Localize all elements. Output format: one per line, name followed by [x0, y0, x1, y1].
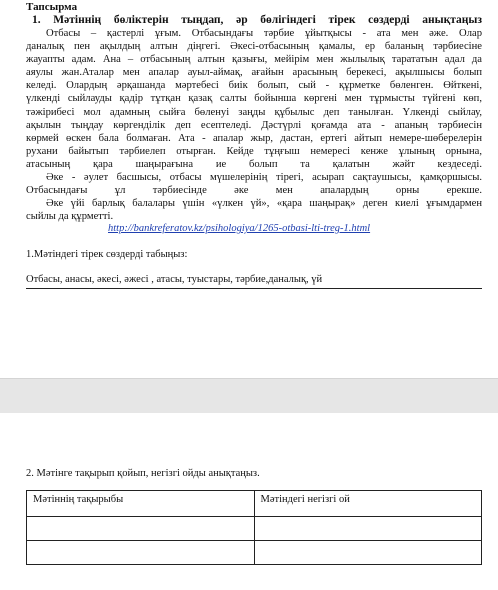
text-line: келеді. Олардың әрқашанда мәртебесі биік болып, сый - құрметке бөленген. Өйткені, — [26, 80, 482, 92]
table-cell[interactable] — [254, 541, 482, 565]
table-header-row — [27, 491, 482, 517]
text-line: үлкенді сыйлауды қадір тұтқан қазақ салты бойынша көргені мен тұрмысты түйгені көп, — [26, 93, 482, 105]
text-line: Әке - әулет басшысы, отбасы мүшелерінің тірегі, асырап сақтаушысы, қамқоршысы. — [46, 172, 482, 184]
text-line: атасының қара шаңырағына ие болып та қалатын жәйт кездеседі. — [26, 158, 482, 170]
text-line: сыйлы да құрметті. — [26, 211, 114, 223]
question-1-answer[interactable]: Отбасы, анасы, әкесі, әжесі , атасы, туыстары, тәрбие,даналық, үй — [26, 273, 482, 289]
page-gap — [0, 378, 498, 414]
table-cell[interactable] — [27, 541, 255, 565]
table-cell[interactable] — [254, 517, 482, 541]
answer-table — [26, 490, 482, 565]
task-title: 1. Мәтіннің бөліктерін тыңдап, әр бөлігіндегі тірек сөздерді анықтаңыз — [32, 14, 482, 26]
text-line: Отбасындағы ұл тәрбиесінде әке мен апалардың орны ерекше. — [26, 185, 482, 197]
reading-text — [26, 27, 482, 223]
task-heading: Тапсырма — [26, 1, 78, 13]
table-header-topic: Мәтіннің тақырыбы — [27, 491, 255, 517]
text-line: аяулы жан.Аталар мен апалар ауыл-аймақ, ағайын арасының берекесі, ақылшысы болып — [26, 67, 482, 79]
text-line: жауапты адам. Ана – отбасының алтын қазығы, мейірім мен жылылық тарататын адал да — [26, 54, 482, 66]
text-line: рухани байытып тәрбиелеп отырған. Кейде тұңғыш немересі кенже ұлының орнына, — [26, 145, 482, 157]
text-line: тәжірибесі мол адамның сыйға бөленуі заңды құбылыс деп танылған. Үлкенді сыйлау, — [26, 106, 482, 118]
text-line: ақылын тыңдау көргенділік деп есептеледі. Дәстүрлі қоғамда ата - апаның тәрбиесін — [26, 119, 482, 131]
text-line: даналық пен ақылдың алтын діңгегі. Әкесі-отбасының қамалы, ер баланың тәрбиесіне — [26, 41, 482, 53]
table-header-main-idea: Мәтіндегі негізгі ой — [254, 491, 482, 517]
question-2-label: 2. Мәтінге тақырып қойып, негізгі ойды анықтаңыз. — [26, 468, 260, 479]
text-line: көрмей өскен бала болмаған. Ата - апалар жыр, дастан, ертегі айтып немере-шөберелерін — [26, 132, 482, 144]
question-1-label: 1.Мәтіндегі тірек сөздерді табыңыз: — [26, 249, 188, 260]
source-link[interactable]: http://bankreferatov.kz/psihologiya/1265-otbasi-lti-treg-1.html — [108, 223, 371, 234]
table-cell[interactable] — [27, 517, 255, 541]
table-row — [27, 517, 482, 541]
text-line: Отбасы – қастерлі ұғым. Отбасындағы тәрбие ұйытқысы - ата мен әже. Олар — [46, 28, 482, 39]
text-line: Әке үйі барлық балалары үшін «үлкен үй», «қара шаңырақ» деген киелі ұғымдармен — [46, 198, 482, 210]
table-row — [27, 541, 482, 565]
